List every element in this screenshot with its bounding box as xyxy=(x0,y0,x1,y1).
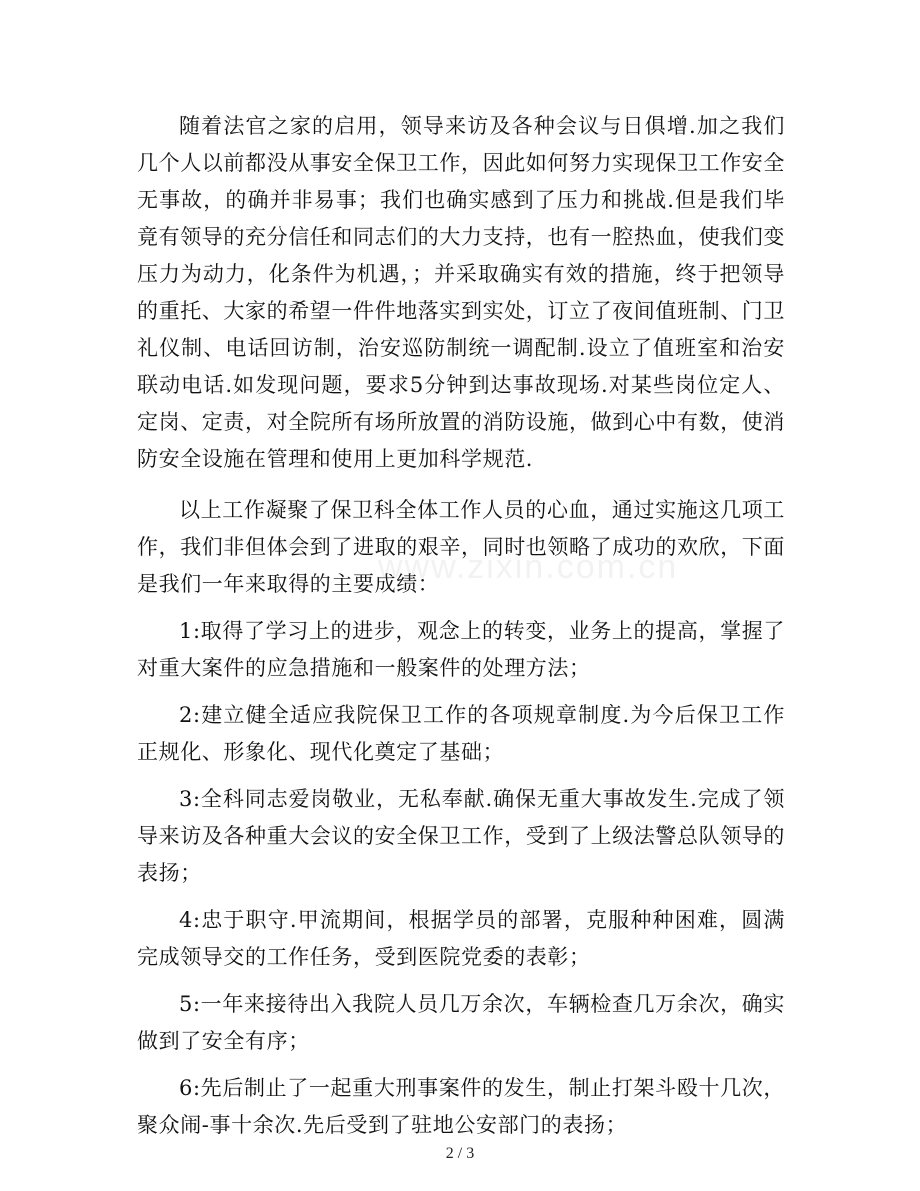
achievement-item-4: 4:忠于职守.甲流期间，根据学员的部署，克服种种困难，圆满完成领导交的工作任务，受到医院党委的表彰； xyxy=(137,908,785,969)
document-body xyxy=(137,108,785,1154)
watermark-text: www.zixin.com.cn xyxy=(378,548,679,586)
paragraph-intro: 随着法官之家的启用，领导来访及各种会议与日俱增.加之我们几个人以前都没从事安全保卫工作，因此如何努力实现保卫工作安全无事故，的确并非易事；我们也确实感到了压力和挑战.但是我们毕竟有领导的充分信任和同志们的大力支持，也有一腔热血，使我们变压力为动力，化条件为机遇，；并采取确实有效的措施，终于把领导的重托、大家的希望一件件地落实到实处，订立了夜间值班制、门卫礼仪制、电话回访制，治安巡防制统一调配制.设立了值班室和治安联动电话.如发现问题，要求5分钟到达事故现场.对某些岗位定人、定岗、定责，对全院所有场所放置的消防设施，做到心中有数，使消防安全设施在管理和使用上更加科学规范. xyxy=(137,114,785,471)
achievement-item-5: 5:一年来接待出入我院人员几万余次，车辆检查几万余次，确实做到了安全有序； xyxy=(137,992,785,1053)
achievement-item-3: 3:全科同志爱岗敬业，无私奉献.确保无重大事故发生.完成了领导来访及各种重大会议的安全保卫工作，受到了上级法警总队领导的表扬； xyxy=(137,787,785,885)
achievement-item-1: 1:取得了学习上的进步，观念上的转变，业务上的提高，掌握了对重大案件的应急措施和一般案件的处理方法； xyxy=(137,619,785,680)
page-number: 2 / 3 xyxy=(445,1145,475,1162)
achievement-item-6: 6:先后制止了一起重大刑事案件的发生，制止打架斗殴十几次，聚众闹-事十余次.先后受到了驻地公安部门的表扬； xyxy=(137,1076,785,1137)
paragraph-summary: 以上工作凝聚了保卫科全体工作人员的心血，通过实施这几项工作，我们非但体会到了进取的艰辛，同时也领略了成功的欢欣，下面是我们一年来取得的主要成绩： xyxy=(137,498,785,596)
achievement-item-2: 2:建立健全适应我院保卫工作的各项规章制度.为今后保卫工作正规化、形象化、现代化奠定了基础； xyxy=(137,703,785,764)
